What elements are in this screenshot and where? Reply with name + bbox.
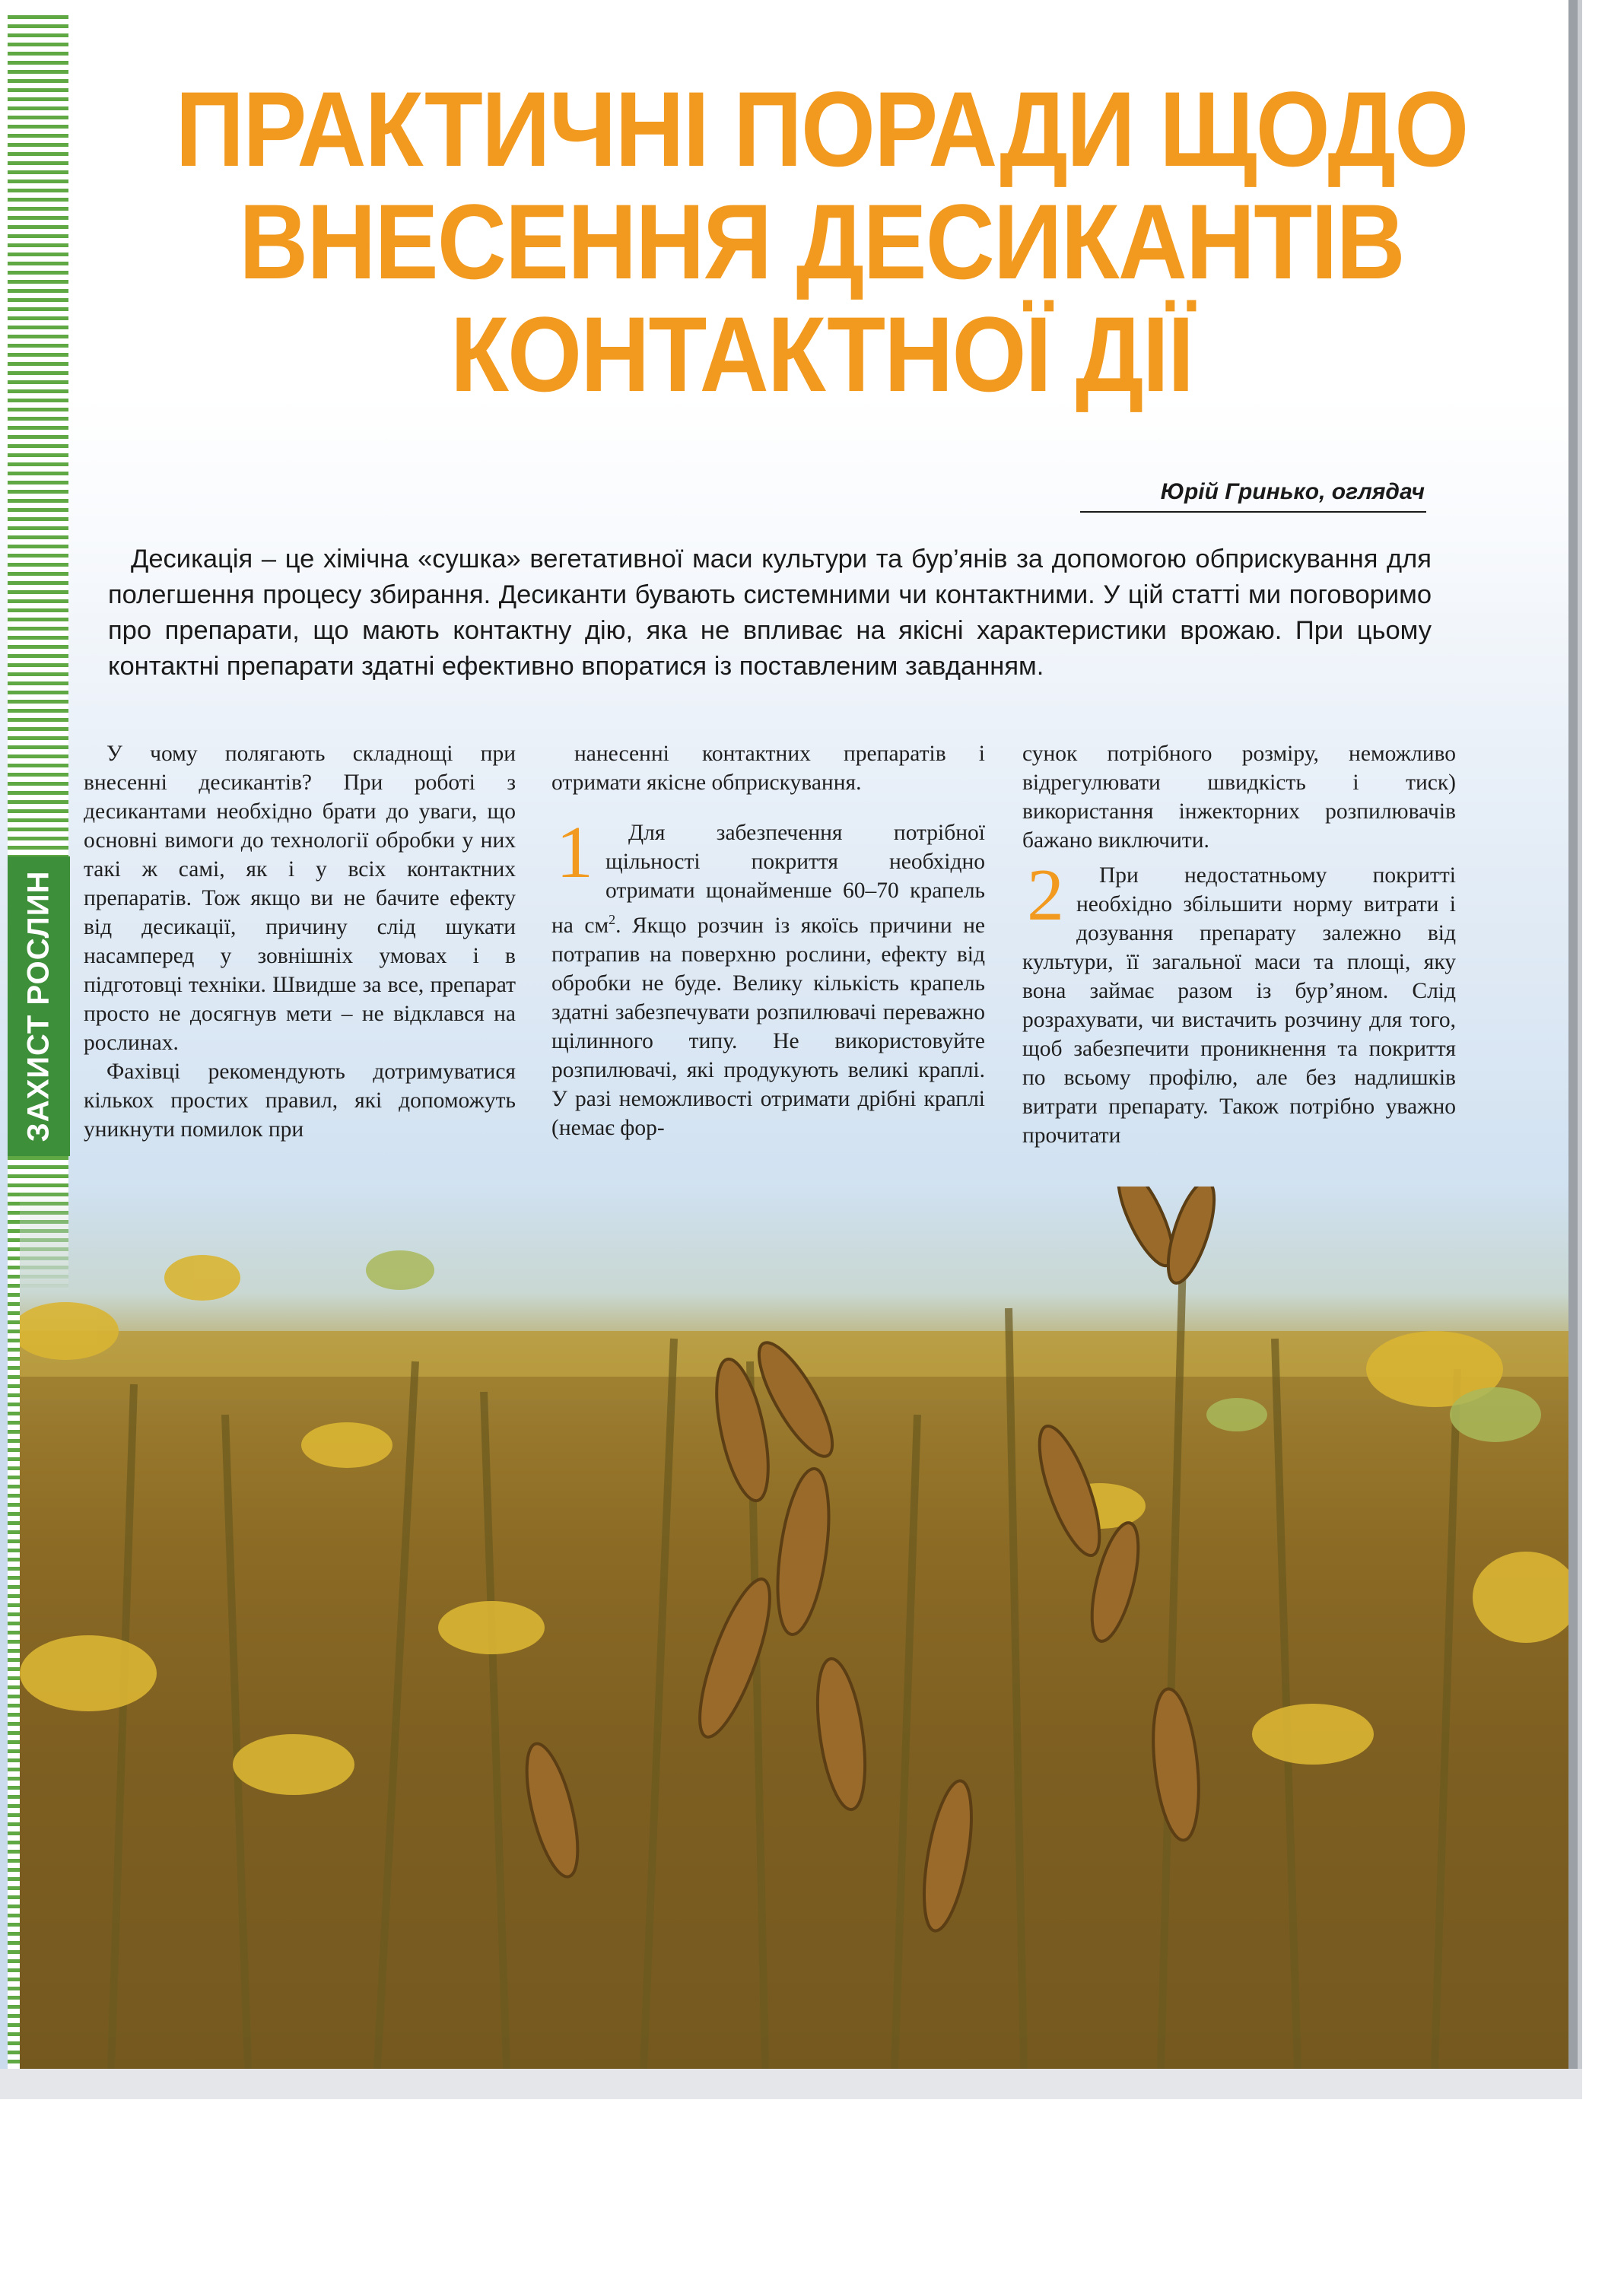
lead-paragraph: Десикація – це хімічна «сушка» вегетативної маси культури та бур’янів за допомогою обприскування для полегшення процесу збирання. Десиканти бувають системними чи контактними. У цій статті ми поговоримо про препарати, що мають контактну дію, яка не впливає на якісні характеристики врожаю. При цьому контактні препарати здатні ефективно впоратися із поставленим завданням. [108,545,1432,681]
author-byline: Юрій Гринько, оглядач [1160,479,1425,504]
tip-2-text: При недостатньому покритті необхідно збільшити норму витрати і дозування препарату залежно від культури, її загальної маси та площі, яку вона займає разом із бур’яном. Слід розрахувати, чи вистачить розчину для того, щоб забезпечити проникнення та покриття по всьому профілю, але без надлишків витрати препарату. Також потрібно уважно прочитати [1022,863,1456,1148]
tip-2 [1022,854,1456,1150]
page-edge-shadow [1568,0,1578,2099]
col2-paragraph-1: нанесенні контактних препаратів і отримати якісне обприскування. [551,742,985,795]
col1-paragraph-2: Фахівці рекомендують дотримуватися кількох простих правил, які допоможуть уникнути помилок при [84,1059,516,1142]
tip-1-text [551,812,985,1142]
tip-1-superscript: 2 [609,912,616,927]
section-label: ЗАХИСТ РОСЛИН [21,870,56,1142]
section-tab [8,856,70,1156]
article-title [76,69,1567,414]
scan-margin [0,2099,1624,2281]
tip-1-text-b: . Якщо розчин із якоїсь причини не потрапив на поверхню рослини, ефекту від обробки не буде. Велику кількість крапель здатні забезпечувати розпилювачі переважно щілинного типу. Не використовуйте розпилювачі, які продукують великі краплі. У разі неможливості отримати дрібні краплі (немає фор- [551,913,985,1140]
tip-1-number: 1 [556,812,593,894]
tip-1-text-a: Для забезпечення потрібної щільності покриття необхідно отримати щонайменше 60–70 крапель на см [551,821,985,938]
page-bottom-shadow [0,2069,1582,2099]
column-1 [84,739,516,1144]
tip-2-number: 2 [1027,854,1064,936]
col3-paragraph-1: сунок потрібного розміру, неможливо відрегулювати швидкість і тиск) використання інжекторних розпилювачів бажано виключити. [1022,742,1456,853]
title-line-1: ПРАКТИЧНІ ПОРАДИ ЩОДО [175,69,1468,189]
byline-rule [1080,511,1426,513]
page-edge-highlight [1578,0,1582,2099]
tip-1 [551,812,985,1142]
soybean-field-photo [20,1187,1568,2069]
column-3 [1022,739,1456,1150]
soybean-field-illustration [20,1187,1568,2069]
col1-paragraph-1: У чому полягають складнощі при внесенні десикантів? При роботі з десикантами необхідно брати до уваги, що основні вимоги до технології обробки у них такі ж самі, як і у всіх контактних препаратів. Тож якщо ви не бачите ефекту від десикації, причину слід шукати насамперед у зовнішніх умовах і в підготовці техніки. Швидше за все, препарат просто не досягнув мети – не відклався на рослинах. [84,742,516,1055]
column-2 [551,739,985,1142]
title-line-2: ВНЕСЕННЯ ДЕСИКАНТІВ [239,182,1404,301]
title-line-3: КОНТАКТНОЇ ДІЇ [450,294,1193,414]
